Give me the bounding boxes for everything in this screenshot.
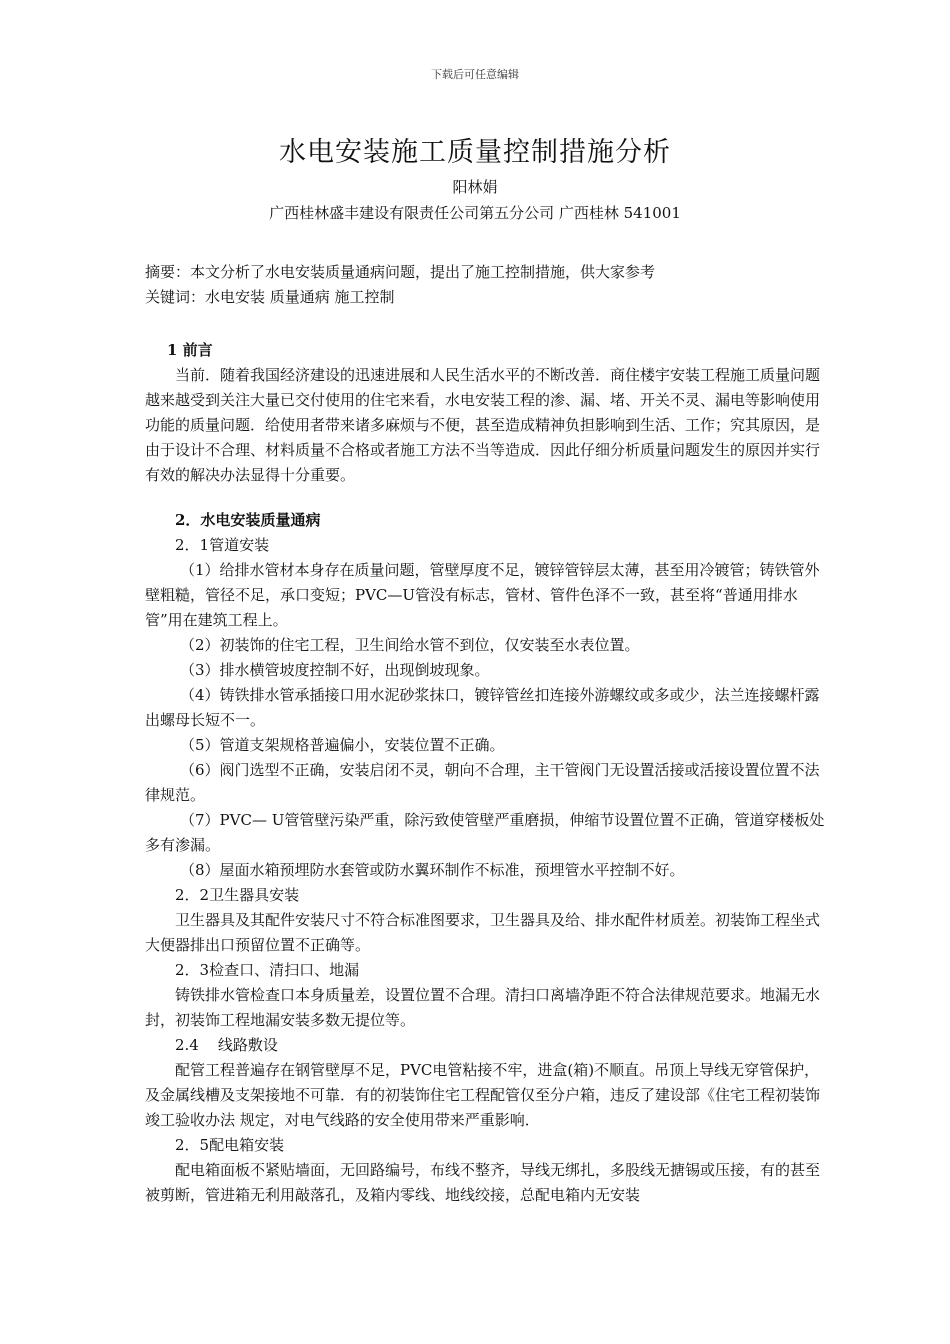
list-item: （1）给排水管材本身存在质量问题，管壁厚度不足，镀锌管锌层太薄，甚至用冷镀管；铸铁管外壁粗糙，管径不足，承口变短；PVC—U管没有标志，管材、管件色泽不一致，甚至将“普通用排水管”用在建筑工程上。: [145, 561, 820, 629]
drains-paragraph: 铸铁排水管检查口本身质量差，设置位置不合理。清扫口离墙净距不符合法律规范要求。地漏无水封，初装饰工程地漏安装多数无提位等。: [145, 986, 821, 1029]
main-content: [145, 338, 825, 1208]
wiring-paragraph: 配管工程普遍存在钢管壁厚不足，PVC电管粘接不牢，进盒(箱)不顺直。吊顶上导线无穿管保护，及金属线槽及支架接地不可靠．有的初装饰住宅工程配管仅至分户箱，违反了建设部《住宅工程初装饰竣工验收办法 规定，对电气线路的安全使用带来严重影响．: [145, 1061, 821, 1129]
list-item: （8）屋面水箱预埋防水套管或防水翼环制作不标准，预埋管水平控制不好。: [180, 861, 685, 879]
list-item: （2）初装饰的住宅工程，卫生间给水管不到位，仅安装至水表位置。: [180, 636, 640, 654]
list-item: （5）管道支架规格普遍偏小，安装位置不正确。: [180, 736, 505, 754]
list-item: （4）铸铁排水管承插接口用水泥砂浆抹口，镀锌管丝扣连接外游螺纹或多或少，法兰连接螺杆露出螺母长短不一。: [145, 686, 820, 729]
subsection-heading-distribution-box: 2．5配电箱安装: [175, 1136, 285, 1154]
paper-title: 水电安装施工质量控制措施分析: [279, 137, 671, 168]
section-heading-defects: 2．水电安装质量通病: [175, 511, 321, 529]
abstract-text: 摘要：本文分析了水电安装质量通病问题，提出了施工控制措施，供大家参考: [145, 263, 656, 281]
distribution-box-paragraph: 配电箱面板不紧贴墙面，无回路编号，布线不整齐，导线无绑扎，多股线无搪锡或压接，有的甚至被剪断，管进箱无利用敲落孔，及箱内零线、地线绞接，总配电箱内无安装: [145, 1161, 821, 1204]
list-item: （3）排水横管坡度控制不好，出现倒坡现象。: [180, 661, 490, 679]
keywords-text: 关键词：水电安装 质量通病 施工控制: [145, 288, 395, 306]
abstract-block: [145, 260, 825, 310]
section-heading-intro: 1 前言: [167, 341, 213, 359]
subsection-heading-wiring: 2.4 线路敷设: [175, 1036, 278, 1054]
list-item: （6）阀门选型不正确，安装启闭不灵，朝向不合理，主干管阀门无设置活接或活接设置位置不法律规范。: [145, 761, 820, 804]
author-name: 阳林娟: [452, 178, 498, 196]
author-affiliation: 广西桂林盛丰建设有限责任公司第五分公司 广西桂林 541001: [269, 204, 681, 222]
header-note: 下载后可任意编辑: [431, 68, 519, 81]
intro-paragraph: 当前．随着我国经济建设的迅速进展和人民生活水平的不断改善．商住楼宇安装工程施工质量问题越来越受到关注大量已交付使用的住宅来看，水电安装工程的渗、漏、堵、开关不灵、漏电等影响使用功能的质量问题．给使用者带来诸多麻烦与不便，甚至造成精神负担影响到生活、工作；究其原因，是由于设计不合理、材料质量不合格或者施工方法不当等造成．因此仔细分析质量问题发生的原因并实行有效的解决办法显得十分重要。: [145, 366, 821, 484]
list-item: （7）PVC— U管管壁污染严重，除污致使管壁严重磨损，伸缩节设置位置不正确，管道穿楼板处多有渗漏。: [145, 811, 825, 854]
sanitary-paragraph: 卫生器具及其配件安装尺寸不符合标准图要求，卫生器具及给、排水配件材质差。初装饰工程坐式大便器排出口预留位置不正确等。: [145, 911, 821, 954]
subsection-heading-pipes: 2．1管道安装: [175, 536, 270, 554]
subsection-heading-sanitary: 2．2卫生器具安装: [175, 886, 300, 904]
subsection-heading-drains: 2．3检查口、清扫口、地漏: [175, 961, 360, 979]
